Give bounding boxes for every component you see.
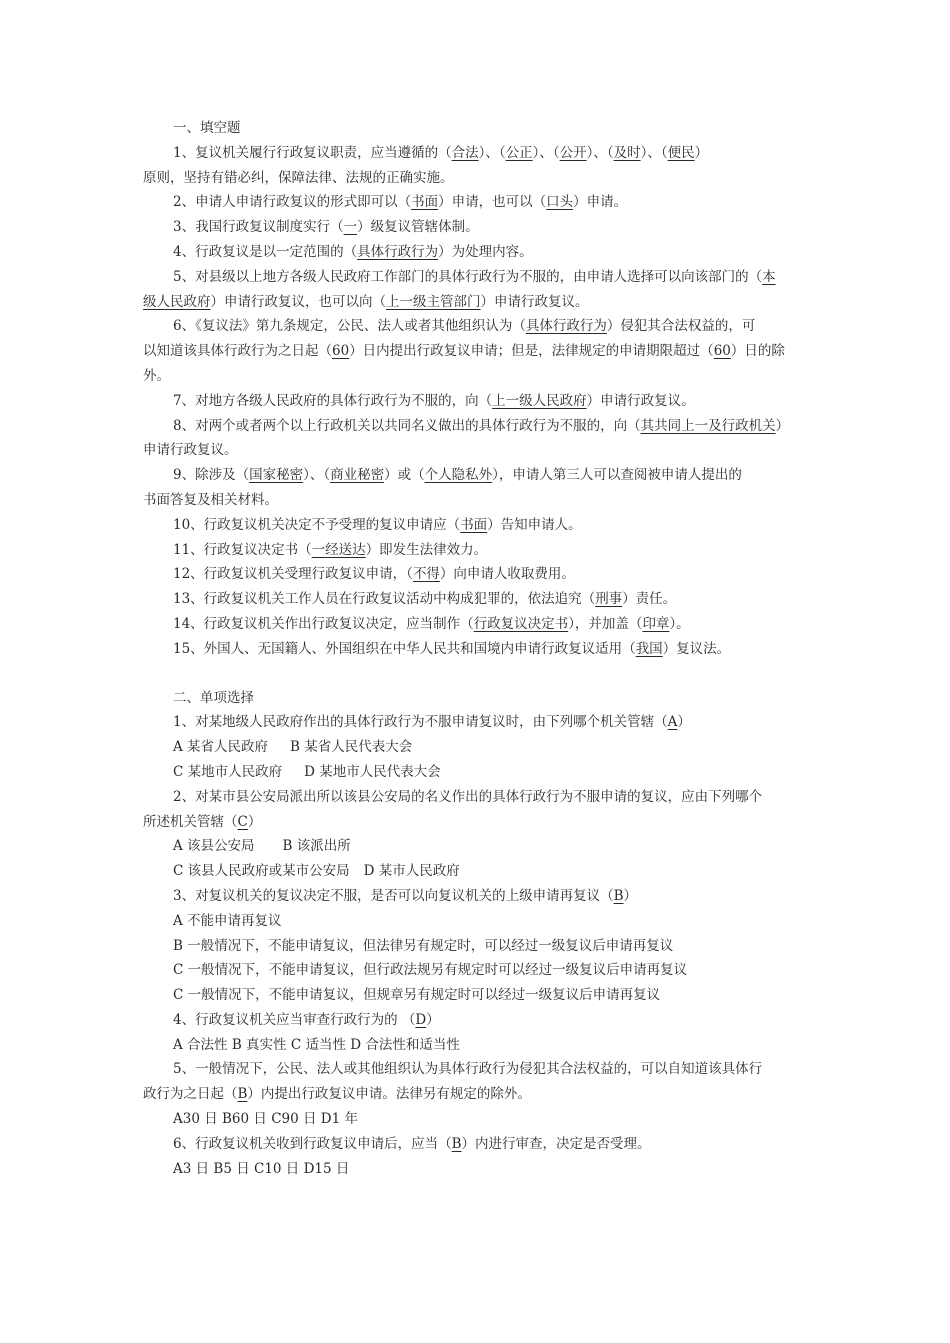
question-1-3: 3、我国行政复议制度实行（一）级复议管辖体制。	[173, 219, 479, 236]
question-1-4: 4、行政复议是以一定范围的（具体行政行为）为处理内容。	[173, 243, 533, 260]
question-2-1-options-ab: A 某省人民政府 B 某省人民代表大会	[173, 739, 413, 756]
question-1-8-cont: 申请行政复议。	[143, 442, 238, 459]
question-1-12: 12、行政复议机关受理行政复议申请，（不得）向申请人收取费用。	[173, 566, 575, 583]
question-2-3: 3、对复议机关的复议决定不服，是否可以向复议机关的上级申请再复议（B）	[173, 887, 638, 904]
question-1-7: 7、对地方各级人民政府的具体行政行为不服的，向（上一级人民政府）申请行政复议。	[173, 392, 695, 409]
question-1-2: 2、申请人申请行政复议的形式即可以（书面）申请，也可以（口头）申请。	[173, 194, 628, 211]
question-2-3-option-d: C 一般情况下，不能申请复议，但规章另有规定时可以经过一级复议后申请再复议	[173, 987, 661, 1004]
question-2-2-cont: 所述机关管辖（C）	[143, 813, 262, 830]
question-1-8: 8、对两个或者两个以上行政机关以共同名义做出的具体行政行为不服的，向（其共同上一及行政机关）	[173, 417, 790, 434]
question-1-15: 15、外国人、无国籍人、外国组织在中华人民共和国境内申请行政复议适用（我国）复议法。	[173, 640, 731, 657]
question-2-6-options: A3 日 B5 日 C10 日 D15 日	[173, 1160, 350, 1177]
question-1-11: 11、行政复议决定书（一经送达）即发生法律效力。	[173, 541, 488, 558]
question-1-6-cont2: 外。	[143, 367, 170, 384]
question-1-1: 1、复议机关履行行政复议职责，应当遵循的（合法）、（公正）、（公开）、（及时）、（便民）	[173, 144, 709, 161]
question-1-9-cont: 书面答复及相关材料。	[143, 491, 278, 508]
question-1-9: 9、除涉及（国家秘密）、（商业秘密）或（个人隐私外），申请人第三人可以查阅被申请人提出的	[173, 467, 742, 484]
question-2-5-options: A30 日 B60 日 C90 日 D1 年	[173, 1111, 358, 1128]
question-1-5: 5、对县级以上地方各级人民政府工作部门的具体行政行为不服的，由申请人选择可以向该部门的（本	[173, 268, 776, 285]
question-1-13: 13、行政复议机关工作人员在行政复议活动中构成犯罪的，依法追究（刑事）责任。	[173, 591, 677, 608]
question-2-3-option-b: B 一般情况下，不能申请复议，但法律另有规定时，可以经过一级复议后申请再复议	[173, 937, 674, 954]
question-1-6-cont: 以知道该具体行政行为之日起（60）日内提出行政复议申请；但是，法律规定的申请期限超过（60）日的除	[143, 343, 785, 360]
question-2-2-options-ab: A 该县公安局 B 该派出所	[173, 838, 351, 855]
question-1-10: 10、行政复议机关决定不予受理的复议申请应（书面）告知申请人。	[173, 516, 582, 533]
section-spacer	[143, 662, 808, 686]
section-title-fill-in: 一、填空题	[173, 120, 241, 136]
question-2-2-options-cd: C 该县人民政府或某市公安局 D 某市人民政府	[173, 863, 460, 880]
document-body	[143, 116, 808, 1181]
question-2-5-cont: 政行为之日起（B）内提出行政复议申请。法律另有规定的除外。	[143, 1086, 531, 1103]
question-2-6: 6、行政复议机关收到行政复议申请后，应当（B）内进行审查，决定是否受理。	[173, 1135, 651, 1152]
question-1-14: 14、行政复议机关作出行政复议决定，应当制作（行政复议决定书），并加盖（印章）。	[173, 615, 690, 632]
question-2-4: 4、行政复议机关应当审查行政行为的 （D）	[173, 1011, 440, 1028]
question-1-5-cont: 级人民政府）申请行政复议，也可以向（上一级主管部门）申请行政复议。	[143, 293, 589, 310]
question-2-1: 1、对某地级人民政府作出的具体行政行为不服申请复议时，由下列哪个机关管辖（A）	[173, 714, 691, 731]
question-2-3-option-a: A 不能申请再复议	[173, 912, 282, 929]
question-2-1-options-cd: C 某地市人民政府 D 某地市人民代表大会	[173, 763, 441, 780]
question-2-3-option-c: C 一般情况下，不能申请复议，但行政法规另有规定时可以经过一级复议后申请再复议	[173, 962, 688, 979]
section-title-single-choice: 二、单项选择	[173, 689, 254, 706]
question-1-6: 6、《复议法》第九条规定，公民、法人或者其他组织认为（具体行政行为）侵犯其合法权益的，可	[173, 318, 756, 335]
question-2-5: 5、一般情况下，公民、法人或其他组织认为具体行政行为侵犯其合法权益的，可以自知道该具体行	[173, 1061, 763, 1078]
question-2-2: 2、对某市县公安局派出所以该县公安局的名义作出的具体行政行为不服申请的复议，应由下列哪个	[173, 788, 763, 805]
question-2-4-options: A 合法性 B 真实性 C 适当性 D 合法性和适当性	[173, 1036, 460, 1053]
question-1-1-cont: 原则，坚持有错必纠，保障法律、法规的正确实施。	[143, 169, 454, 186]
